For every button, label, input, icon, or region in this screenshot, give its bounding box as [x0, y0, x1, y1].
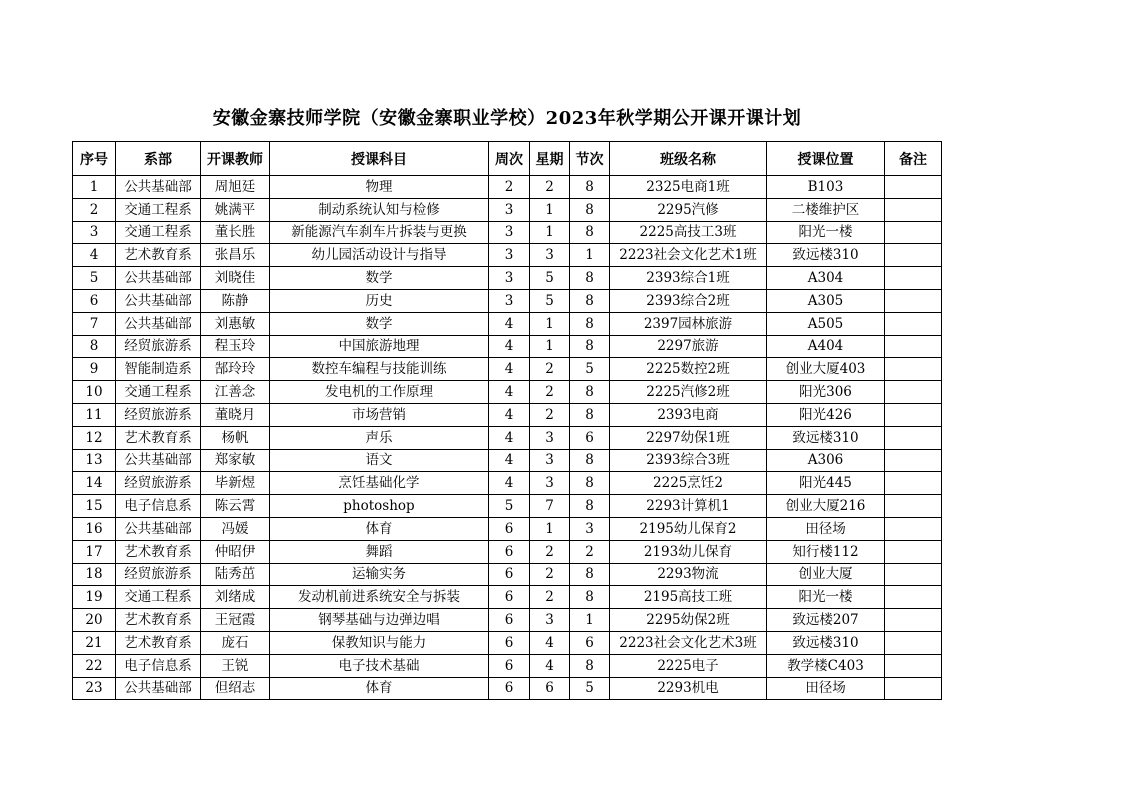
cell-teacher: 王冠霞	[201, 609, 270, 632]
cell-period: 8	[570, 495, 610, 518]
cell-remarks	[885, 449, 942, 472]
cell-department: 艺术教育系	[116, 426, 201, 449]
cell-index: 19	[73, 586, 116, 609]
cell-class-name: 2393综合1班	[610, 267, 767, 290]
cell-department: 智能制造系	[116, 358, 201, 381]
cell-index: 15	[73, 495, 116, 518]
cell-week: 3	[489, 221, 530, 244]
cell-class-name: 2225高技工3班	[610, 221, 767, 244]
cell-subject: 数控车编程与技能训练	[270, 358, 489, 381]
cell-department: 交通工程系	[116, 381, 201, 404]
cell-index: 10	[73, 381, 116, 404]
cell-remarks	[885, 426, 942, 449]
cell-remarks	[885, 517, 942, 540]
cell-location: 创业大厦	[767, 563, 885, 586]
cell-teacher: 杨帆	[201, 426, 270, 449]
cell-teacher: 但绍志	[201, 677, 270, 700]
cell-teacher: 陈云霄	[201, 495, 270, 518]
cell-subject: 幼儿园活动设计与指导	[270, 244, 489, 267]
cell-location: A404	[767, 335, 885, 358]
cell-index: 3	[73, 221, 116, 244]
cell-teacher: 郑家敏	[201, 449, 270, 472]
header-teacher: 开课教师	[201, 142, 270, 176]
cell-subject: 市场营销	[270, 403, 489, 426]
cell-location: A304	[767, 267, 885, 290]
cell-period: 8	[570, 472, 610, 495]
cell-teacher: 刘绪成	[201, 586, 270, 609]
cell-remarks	[885, 586, 942, 609]
cell-location: 创业大厦216	[767, 495, 885, 518]
cell-class-name: 2195高技工班	[610, 586, 767, 609]
cell-class-name: 2297旅游	[610, 335, 767, 358]
cell-subject: 钢琴基础与边弹边唱	[270, 609, 489, 632]
cell-period: 8	[570, 198, 610, 221]
cell-weekday: 7	[530, 495, 570, 518]
cell-location: 阳光306	[767, 381, 885, 404]
cell-weekday: 2	[530, 358, 570, 381]
header-department: 系部	[116, 142, 201, 176]
cell-location: 阳光一楼	[767, 586, 885, 609]
cell-remarks	[885, 677, 942, 700]
cell-department: 经贸旅游系	[116, 563, 201, 586]
cell-remarks	[885, 289, 942, 312]
cell-subject: photoshop	[270, 495, 489, 518]
cell-period: 6	[570, 426, 610, 449]
cell-location: A306	[767, 449, 885, 472]
cell-teacher: 陆秀茁	[201, 563, 270, 586]
cell-subject: 物理	[270, 176, 489, 199]
cell-weekday: 2	[530, 563, 570, 586]
cell-department: 交通工程系	[116, 198, 201, 221]
header-period: 节次	[570, 142, 610, 176]
cell-remarks	[885, 609, 942, 632]
cell-weekday: 3	[530, 472, 570, 495]
cell-week: 4	[489, 312, 530, 335]
cell-period: 8	[570, 586, 610, 609]
cell-location: 致远楼310	[767, 631, 885, 654]
header-weekday: 星期	[530, 142, 570, 176]
cell-remarks	[885, 244, 942, 267]
table-row	[73, 540, 942, 563]
cell-index: 12	[73, 426, 116, 449]
header-week: 周次	[489, 142, 530, 176]
cell-subject: 体育	[270, 517, 489, 540]
cell-teacher: 陈静	[201, 289, 270, 312]
cell-subject: 制动系统认知与检修	[270, 198, 489, 221]
table-body	[73, 176, 942, 700]
table-row	[73, 631, 942, 654]
table-row	[73, 654, 942, 677]
cell-index: 1	[73, 176, 116, 199]
cell-class-name: 2393电商	[610, 403, 767, 426]
cell-period: 6	[570, 631, 610, 654]
cell-remarks	[885, 358, 942, 381]
cell-index: 21	[73, 631, 116, 654]
cell-class-name: 2295幼保2班	[610, 609, 767, 632]
table-header-row	[73, 142, 942, 176]
cell-subject: 声乐	[270, 426, 489, 449]
cell-week: 4	[489, 449, 530, 472]
cell-location: A505	[767, 312, 885, 335]
table-row	[73, 449, 942, 472]
cell-period: 1	[570, 609, 610, 632]
cell-index: 22	[73, 654, 116, 677]
cell-weekday: 1	[530, 517, 570, 540]
cell-index: 11	[73, 403, 116, 426]
schedule-table	[72, 141, 942, 700]
document-title: 安徽金寨技师学院（安徽金寨职业学校）2023年秋学期公开课开课计划	[212, 108, 802, 129]
cell-weekday: 2	[530, 381, 570, 404]
table-row	[73, 495, 942, 518]
cell-remarks	[885, 267, 942, 290]
table-row	[73, 586, 942, 609]
table-row	[73, 358, 942, 381]
cell-index: 9	[73, 358, 116, 381]
cell-department: 公共基础部	[116, 289, 201, 312]
cell-teacher: 程玉玲	[201, 335, 270, 358]
cell-subject: 舞蹈	[270, 540, 489, 563]
cell-class-name: 2295汽修	[610, 198, 767, 221]
cell-index: 5	[73, 267, 116, 290]
cell-subject: 数学	[270, 312, 489, 335]
cell-weekday: 4	[530, 654, 570, 677]
cell-class-name: 2223社会文化艺术1班	[610, 244, 767, 267]
header-class-name: 班级名称	[610, 142, 767, 176]
cell-class-name: 2225汽修2班	[610, 381, 767, 404]
cell-department: 艺术教育系	[116, 609, 201, 632]
cell-department: 艺术教育系	[116, 631, 201, 654]
table-row	[73, 563, 942, 586]
cell-remarks	[885, 221, 942, 244]
cell-subject: 体育	[270, 677, 489, 700]
cell-class-name: 2393综合3班	[610, 449, 767, 472]
cell-period: 5	[570, 358, 610, 381]
cell-teacher: 郜玲玲	[201, 358, 270, 381]
cell-remarks	[885, 540, 942, 563]
cell-week: 6	[489, 586, 530, 609]
cell-teacher: 姚满平	[201, 198, 270, 221]
cell-week: 4	[489, 403, 530, 426]
cell-department: 交通工程系	[116, 586, 201, 609]
cell-week: 6	[489, 563, 530, 586]
cell-weekday: 3	[530, 426, 570, 449]
cell-teacher: 刘惠敏	[201, 312, 270, 335]
cell-period: 3	[570, 517, 610, 540]
cell-period: 8	[570, 221, 610, 244]
cell-class-name: 2297幼保1班	[610, 426, 767, 449]
cell-week: 6	[489, 654, 530, 677]
cell-department: 交通工程系	[116, 221, 201, 244]
table-row	[73, 335, 942, 358]
cell-class-name: 2223社会文化艺术3班	[610, 631, 767, 654]
cell-weekday: 2	[530, 540, 570, 563]
cell-teacher: 周旭廷	[201, 176, 270, 199]
cell-week: 3	[489, 198, 530, 221]
table-row	[73, 517, 942, 540]
cell-weekday: 5	[530, 289, 570, 312]
cell-subject: 历史	[270, 289, 489, 312]
cell-week: 3	[489, 244, 530, 267]
cell-period: 5	[570, 677, 610, 700]
cell-department: 公共基础部	[116, 312, 201, 335]
table-row	[73, 244, 942, 267]
cell-period: 8	[570, 176, 610, 199]
cell-week: 6	[489, 517, 530, 540]
cell-period: 8	[570, 449, 610, 472]
cell-week: 2	[489, 176, 530, 199]
cell-weekday: 1	[530, 221, 570, 244]
cell-weekday: 3	[530, 449, 570, 472]
cell-department: 公共基础部	[116, 449, 201, 472]
cell-week: 4	[489, 358, 530, 381]
cell-teacher: 冯媛	[201, 517, 270, 540]
cell-location: 阳光一楼	[767, 221, 885, 244]
cell-subject: 电子技术基础	[270, 654, 489, 677]
cell-week: 4	[489, 426, 530, 449]
cell-weekday: 2	[530, 176, 570, 199]
cell-index: 23	[73, 677, 116, 700]
cell-location: B103	[767, 176, 885, 199]
cell-weekday: 3	[530, 244, 570, 267]
cell-index: 7	[73, 312, 116, 335]
cell-teacher: 庞石	[201, 631, 270, 654]
cell-department: 电子信息系	[116, 495, 201, 518]
cell-teacher: 毕新煜	[201, 472, 270, 495]
cell-location: 阳光426	[767, 403, 885, 426]
cell-subject: 发电机的工作原理	[270, 381, 489, 404]
cell-period: 8	[570, 403, 610, 426]
cell-weekday: 3	[530, 609, 570, 632]
cell-class-name: 2293计算机1	[610, 495, 767, 518]
cell-period: 8	[570, 289, 610, 312]
cell-weekday: 1	[530, 335, 570, 358]
table-row	[73, 221, 942, 244]
table-row	[73, 176, 942, 199]
cell-department: 艺术教育系	[116, 540, 201, 563]
cell-location: A305	[767, 289, 885, 312]
cell-week: 3	[489, 267, 530, 290]
cell-remarks	[885, 654, 942, 677]
table-row	[73, 267, 942, 290]
table-row	[73, 312, 942, 335]
cell-department: 电子信息系	[116, 654, 201, 677]
cell-class-name: 2293物流	[610, 563, 767, 586]
cell-teacher: 董长胜	[201, 221, 270, 244]
cell-class-name: 2225电子	[610, 654, 767, 677]
cell-index: 2	[73, 198, 116, 221]
cell-index: 20	[73, 609, 116, 632]
cell-index: 14	[73, 472, 116, 495]
cell-class-name: 2293机电	[610, 677, 767, 700]
cell-index: 18	[73, 563, 116, 586]
cell-period: 8	[570, 312, 610, 335]
cell-subject: 中国旅游地理	[270, 335, 489, 358]
header-location: 授课位置	[767, 142, 885, 176]
cell-location: 田径场	[767, 517, 885, 540]
cell-remarks	[885, 472, 942, 495]
cell-subject: 语文	[270, 449, 489, 472]
cell-class-name: 2325电商1班	[610, 176, 767, 199]
cell-location: 致远楼310	[767, 426, 885, 449]
cell-period: 8	[570, 654, 610, 677]
cell-teacher: 刘晓佳	[201, 267, 270, 290]
cell-teacher: 仲昭伊	[201, 540, 270, 563]
cell-teacher: 董晓月	[201, 403, 270, 426]
cell-remarks	[885, 312, 942, 335]
cell-weekday: 4	[530, 631, 570, 654]
cell-weekday: 5	[530, 267, 570, 290]
cell-location: 创业大厦403	[767, 358, 885, 381]
cell-department: 公共基础部	[116, 677, 201, 700]
cell-period: 2	[570, 540, 610, 563]
cell-week: 4	[489, 335, 530, 358]
cell-class-name: 2193幼儿保育	[610, 540, 767, 563]
cell-week: 4	[489, 472, 530, 495]
cell-index: 4	[73, 244, 116, 267]
cell-index: 16	[73, 517, 116, 540]
cell-location: 致远楼207	[767, 609, 885, 632]
cell-weekday: 2	[530, 403, 570, 426]
cell-index: 13	[73, 449, 116, 472]
cell-weekday: 2	[530, 586, 570, 609]
cell-teacher: 王锐	[201, 654, 270, 677]
cell-subject: 保教知识与能力	[270, 631, 489, 654]
header-subject: 授课科目	[270, 142, 489, 176]
table-row	[73, 426, 942, 449]
table-row	[73, 289, 942, 312]
cell-location: 田径场	[767, 677, 885, 700]
cell-period: 8	[570, 563, 610, 586]
cell-location: 致远楼310	[767, 244, 885, 267]
cell-remarks	[885, 563, 942, 586]
cell-period: 8	[570, 381, 610, 404]
cell-department: 公共基础部	[116, 267, 201, 290]
cell-index: 8	[73, 335, 116, 358]
cell-location: 知行楼112	[767, 540, 885, 563]
cell-class-name: 2225数控2班	[610, 358, 767, 381]
cell-week: 4	[489, 381, 530, 404]
cell-weekday: 6	[530, 677, 570, 700]
cell-week: 6	[489, 677, 530, 700]
cell-teacher: 江善念	[201, 381, 270, 404]
header-remarks: 备注	[885, 142, 942, 176]
cell-department: 经贸旅游系	[116, 472, 201, 495]
cell-remarks	[885, 176, 942, 199]
cell-subject: 发动机前进系统安全与拆装	[270, 586, 489, 609]
cell-week: 5	[489, 495, 530, 518]
cell-location: 阳光445	[767, 472, 885, 495]
table-row	[73, 403, 942, 426]
cell-department: 经贸旅游系	[116, 335, 201, 358]
cell-class-name: 2195幼儿保育2	[610, 517, 767, 540]
cell-remarks	[885, 198, 942, 221]
cell-subject: 数学	[270, 267, 489, 290]
cell-week: 6	[489, 609, 530, 632]
cell-subject: 烹饪基础化学	[270, 472, 489, 495]
cell-weekday: 1	[530, 198, 570, 221]
cell-class-name: 2397园林旅游	[610, 312, 767, 335]
cell-remarks	[885, 631, 942, 654]
cell-remarks	[885, 335, 942, 358]
cell-subject: 运输实务	[270, 563, 489, 586]
cell-remarks	[885, 495, 942, 518]
cell-department: 公共基础部	[116, 176, 201, 199]
cell-department: 艺术教育系	[116, 244, 201, 267]
cell-index: 17	[73, 540, 116, 563]
cell-class-name: 2393综合2班	[610, 289, 767, 312]
cell-location: 教学楼C403	[767, 654, 885, 677]
cell-weekday: 1	[530, 312, 570, 335]
cell-period: 8	[570, 335, 610, 358]
cell-week: 6	[489, 540, 530, 563]
cell-period: 1	[570, 244, 610, 267]
cell-location: 二楼维护区	[767, 198, 885, 221]
cell-period: 8	[570, 267, 610, 290]
cell-teacher: 张昌乐	[201, 244, 270, 267]
cell-subject: 新能源汽车刹车片拆装与更换	[270, 221, 489, 244]
cell-week: 3	[489, 289, 530, 312]
table-row	[73, 472, 942, 495]
cell-index: 6	[73, 289, 116, 312]
table-row	[73, 381, 942, 404]
table-row	[73, 677, 942, 700]
table-row	[73, 198, 942, 221]
cell-department: 公共基础部	[116, 517, 201, 540]
cell-class-name: 2225烹饪2	[610, 472, 767, 495]
table-row	[73, 609, 942, 632]
header-index: 序号	[73, 142, 116, 176]
cell-department: 经贸旅游系	[116, 403, 201, 426]
cell-remarks	[885, 381, 942, 404]
cell-week: 6	[489, 631, 530, 654]
cell-remarks	[885, 403, 942, 426]
